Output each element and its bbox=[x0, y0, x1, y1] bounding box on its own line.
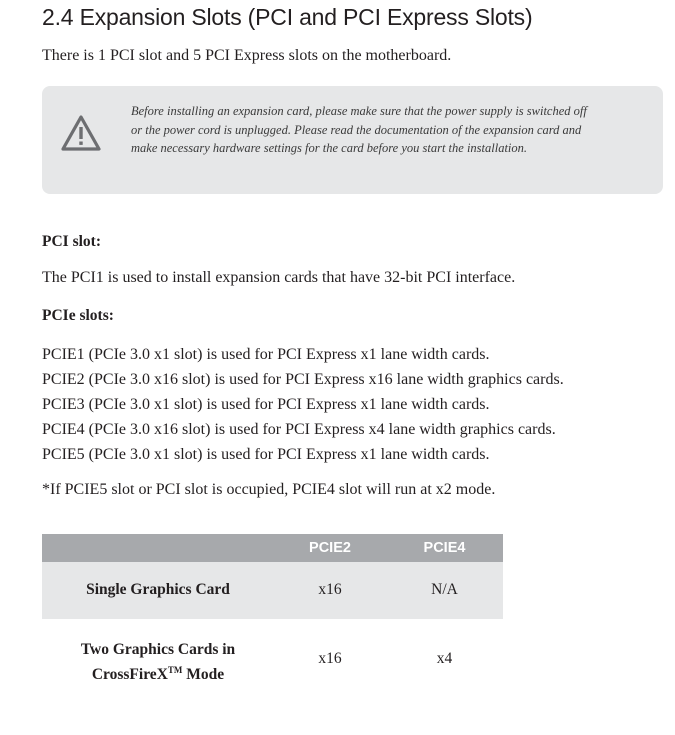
warning-triangle-icon bbox=[60, 114, 102, 152]
pcie-list bbox=[42, 342, 564, 467]
pci-description: The PCI1 is used to install expansion cards that have 32-bit PCI interface. bbox=[42, 269, 516, 286]
table-row bbox=[42, 619, 503, 704]
cell-pcie4: N/A bbox=[431, 581, 458, 598]
row-label-line1: Two Graphics Cards in bbox=[80, 641, 236, 658]
list-item: PCIE5 (PCIe 3.0 x1 slot) is used for PCI Express x1 lane width cards. bbox=[42, 446, 490, 463]
pci-heading: PCI slot: bbox=[42, 233, 101, 250]
cell-pcie4: x4 bbox=[436, 650, 453, 667]
cell-pcie2: x16 bbox=[318, 650, 342, 667]
list-item: PCIE4 (PCIe 3.0 x16 slot) is used for PCI Express x4 lane width graphics cards. bbox=[42, 421, 556, 438]
list-item: PCIE3 (PCIe 3.0 x1 slot) is used for PCI Express x1 lane width cards. bbox=[42, 396, 490, 413]
table-header bbox=[42, 534, 503, 562]
caution-note bbox=[42, 86, 663, 194]
header-cell-pcie2: PCIE2 bbox=[309, 540, 351, 556]
row-label bbox=[42, 637, 274, 687]
row-label-mode: Mode bbox=[182, 666, 225, 683]
header-cell-pcie4: PCIE4 bbox=[423, 540, 466, 556]
row-label-line2 bbox=[42, 662, 274, 687]
pcie-footnote: *If PCIE5 slot or PCI slot is occupied, PCIE4 slot will run at x2 mode. bbox=[42, 481, 496, 498]
table-row bbox=[42, 562, 503, 619]
trademark-mark: TM bbox=[167, 664, 183, 675]
pcie-heading: PCIe slots: bbox=[42, 307, 114, 324]
row-label-crossfirex: CrossFireX bbox=[91, 666, 168, 683]
list-item: PCIE2 (PCIe 3.0 x16 slot) is used for PCI Express x16 lane width graphics cards. bbox=[42, 371, 564, 388]
slot-config-table bbox=[42, 534, 503, 704]
section-intro: There is 1 PCI slot and 5 PCI Express slots on the motherboard. bbox=[42, 47, 452, 64]
cell-pcie2: x16 bbox=[318, 581, 342, 598]
caution-text: Before installing an expansion card, please make sure that the power supply is switched off or the power cord is unplugged. Please read the documentation of the expansion card and make necessary hardware settings for the card before you start the installation. bbox=[131, 104, 587, 155]
list-item: PCIE1 (PCIe 3.0 x1 slot) is used for PCI Express x1 lane width cards. bbox=[42, 346, 490, 363]
section-title: 2.4 Expansion Slots (PCI and PCI Express Slots) bbox=[42, 4, 533, 30]
row-label: Single Graphics Card bbox=[86, 581, 230, 598]
